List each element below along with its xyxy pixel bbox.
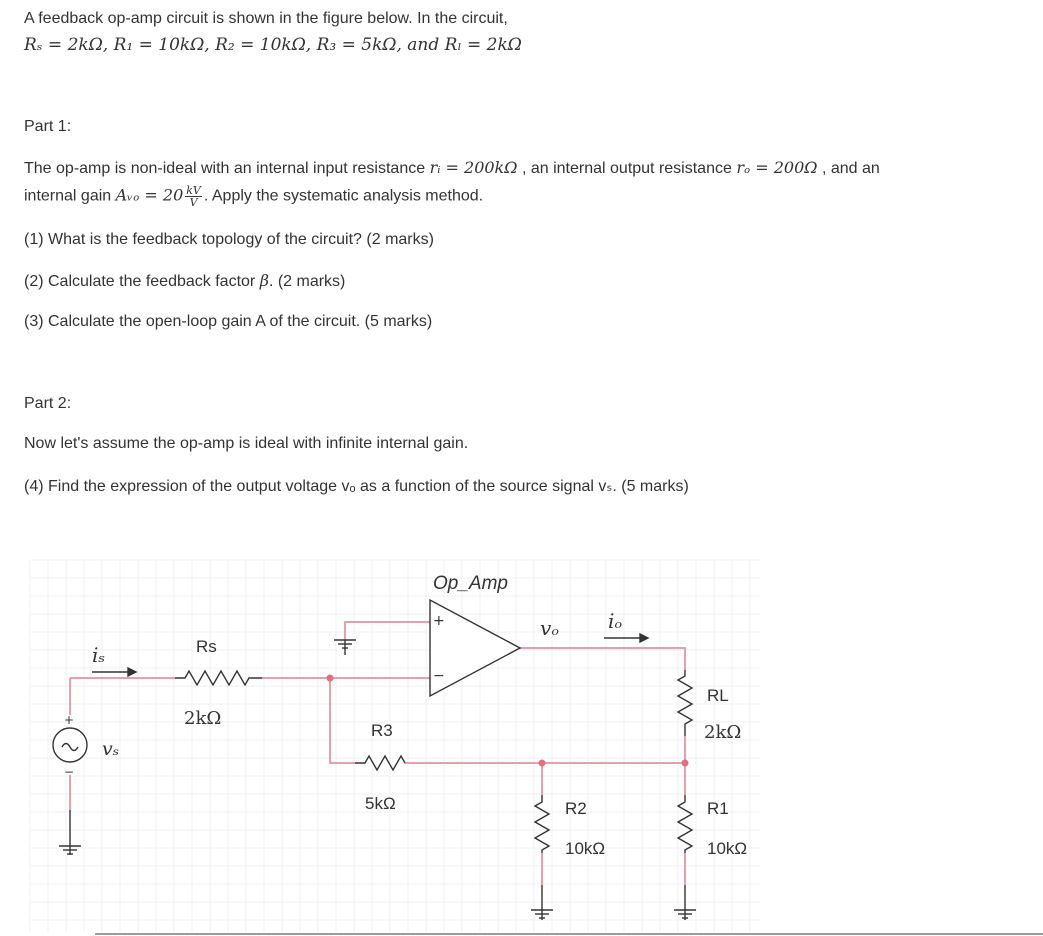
opamp-plus: +	[433, 613, 445, 629]
is-label: iₛ	[92, 643, 106, 667]
r3-name: R3	[371, 721, 393, 740]
resistor-r2-symbol	[535, 795, 549, 853]
gain-unit-fraction	[185, 185, 202, 208]
part1-heading: Part 1:	[24, 118, 72, 135]
question-2	[24, 271, 345, 291]
r2-name: R2	[565, 799, 587, 818]
fraction-denominator: V	[189, 196, 198, 209]
intro-text: A feedback op-amp circuit is shown in the figure below. In the circuit,	[24, 10, 508, 27]
node-r1	[682, 760, 689, 767]
circuit-diagram	[0, 540, 1043, 936]
resistor-rl-symbol	[678, 670, 692, 736]
node-r2	[539, 760, 546, 767]
r3-value: 5kΩ	[365, 794, 396, 813]
r1-value: 10kΩ	[707, 839, 748, 858]
output-resistance: rₒ = 200Ω	[736, 158, 818, 177]
part1-line1	[24, 158, 880, 178]
part1-line2	[24, 185, 483, 208]
circuit-labels	[64, 573, 747, 858]
io-label: iₒ	[608, 609, 623, 633]
background-grid	[30, 560, 760, 932]
input-resistance: rᵢ = 200kΩ	[429, 158, 518, 177]
opamp-label: Op_Amp	[433, 573, 508, 594]
rs-name: Rs	[196, 637, 217, 656]
line1-text-a: The op-amp is non-ideal with an internal input resistance	[24, 160, 430, 177]
question-4: (4) Find the expression of the output voltage vₒ as a function of the source signal vₛ. (5 marks)	[24, 478, 689, 495]
wire-noninverting-ground	[345, 622, 430, 640]
question-2-text-a: (2) Calculate the feedback factor	[24, 273, 260, 290]
resistor-values: Rₛ = 2kΩ, R₁ = 10kΩ, R₂ = 10kΩ, R₃ = 5kΩ, and Rₗ = 2kΩ	[24, 35, 522, 55]
rl-name: RL	[707, 686, 729, 705]
source-minus: −	[64, 765, 75, 779]
fraction-numerator: kV	[186, 184, 201, 197]
wire-node-to-r3	[330, 678, 355, 763]
beta-symbol: β	[259, 271, 269, 290]
part2-line1: Now let's assume the op-amp is ideal with infinite internal gain.	[24, 435, 469, 452]
line2-text-b: . Apply the systematic analysis method.	[203, 187, 484, 205]
r2-value: 10kΩ	[565, 839, 606, 858]
r1-name: R1	[707, 799, 729, 818]
question-2-text-b: . (2 marks)	[268, 273, 346, 290]
part2-heading: Part 2:	[24, 395, 72, 412]
line1-text-b: , an internal output resistance	[517, 160, 737, 177]
vs-label: vₛ	[102, 738, 120, 760]
arrow-is	[92, 668, 136, 676]
rl-value: 2kΩ	[704, 722, 742, 743]
ground-icon-noninverting	[334, 640, 356, 655]
line1-text-c: , and an	[817, 160, 880, 177]
line2-text-a: internal gain	[24, 187, 116, 205]
resistor-r1-symbol	[678, 795, 692, 853]
source-plus: +	[64, 713, 75, 727]
question-1: (1) What is the feedback topology of the circuit? (2 marks)	[24, 231, 434, 248]
arrow-io	[604, 634, 648, 642]
internal-gain: Aᵥₒ = 20	[115, 185, 184, 205]
node-inverting	[327, 675, 334, 682]
voltage-source-symbol	[53, 728, 87, 762]
question-3: (3) Calculate the open-loop gain A of the circuit. (5 marks)	[24, 313, 433, 330]
bottom-divider	[95, 933, 1043, 935]
vo-label: vₒ	[540, 616, 560, 640]
rs-value: 2kΩ	[184, 708, 222, 729]
opamp-minus: −	[433, 668, 445, 684]
resistor-rs-symbol	[175, 671, 262, 685]
